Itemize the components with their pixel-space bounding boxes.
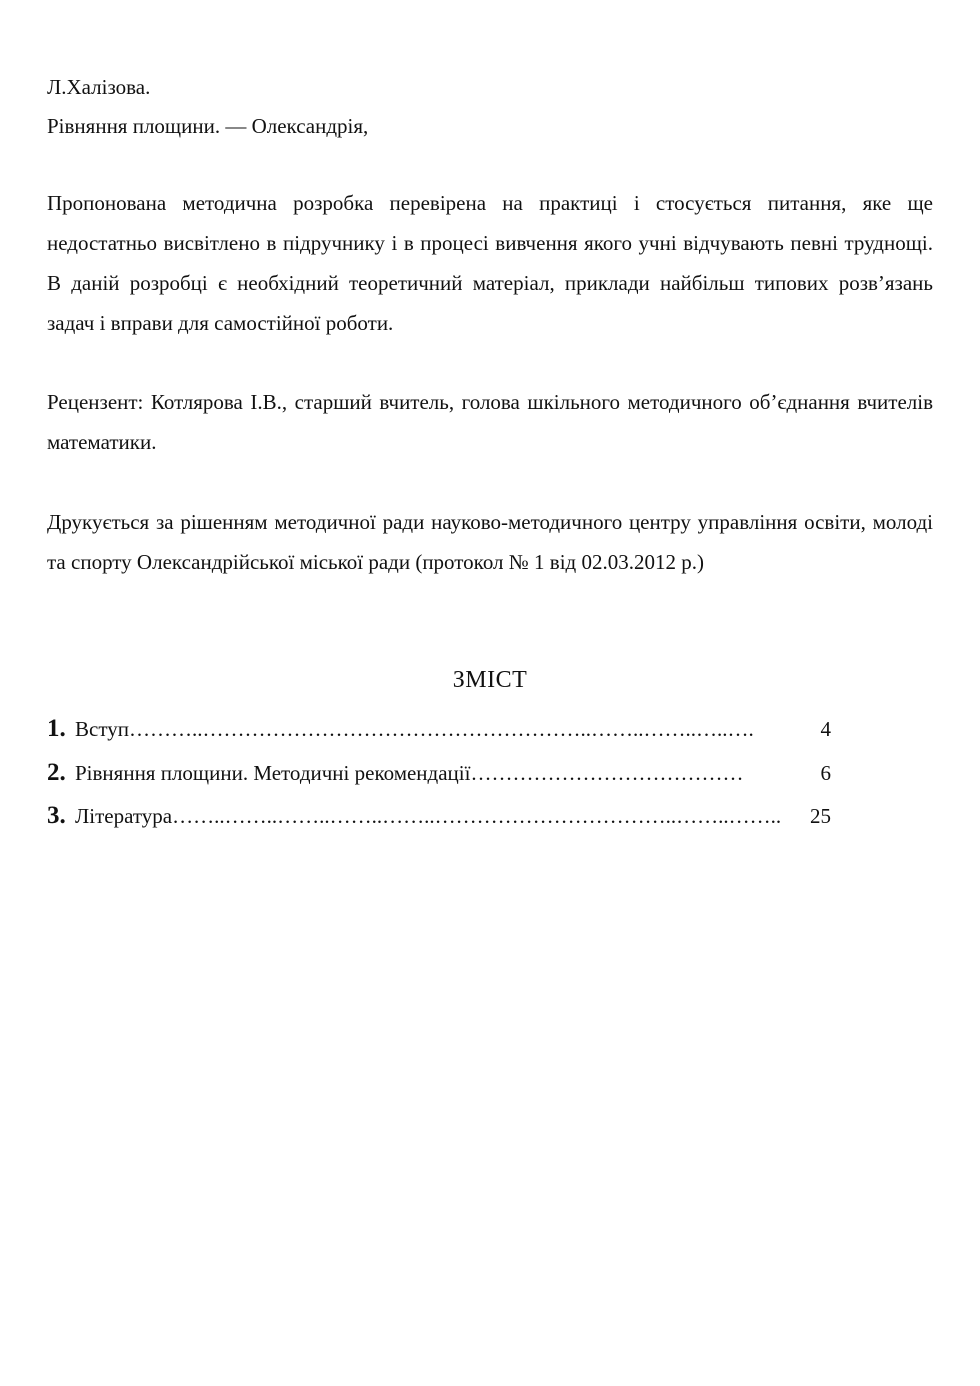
reviewer-paragraph: Рецензент: Котлярова І.В., старший вчитель, голова шкільного методичного об’єднання вчителів математики. [47,390,933,454]
toc-title: ЗМІСТ [452,667,528,693]
toc-item-plane-equation[interactable] [47,760,831,785]
toc-item-label: Рівняння площини. Методичні рекомендації [75,761,471,785]
toc-item-page: 6 [820,761,831,785]
toc-item-number: 1. [47,715,66,742]
author-line: Л.Халізова. [47,75,151,99]
toc-item-introduction[interactable] [47,716,831,741]
toc-item-number: 2. [47,759,66,786]
abstract-paragraph: Пропонована методична розробка перевірена на практиці і стосується питання, яке ще недостатньо висвітлено в підручнику і в процесі вивчення якого учні відчувають певні труднощі. В даній розробці є необхідний теоретичний матеріал, приклади найбільш типових розв’язань задач і вправи для самостійної роботи. [47,191,933,335]
toc-item-label: Вступ [75,717,129,741]
toc-item-page: 4 [820,717,831,741]
toc-item-number: 3. [47,802,66,829]
toc-item-page: 25 [810,804,831,828]
toc-item-label: Література [75,804,173,828]
toc-item-leader: ……..……..……..……..……..……………………………..……..…….. [172,806,782,827]
toc-item-leader: ………………………………… [470,763,744,784]
title-line: Рівняння площини. — Олександрія, [47,114,369,138]
approval-paragraph: Друкується за рішенням методичної ради науково-методичного центру управління освіти, молоді та спорту Олександрійської міської ради (протокол № 1 від 02.03.2012 р.) [47,510,933,574]
toc-item-literature[interactable] [47,803,831,828]
toc-item-leader: ………..………………………………………………..……..……..…..…. [128,719,754,740]
